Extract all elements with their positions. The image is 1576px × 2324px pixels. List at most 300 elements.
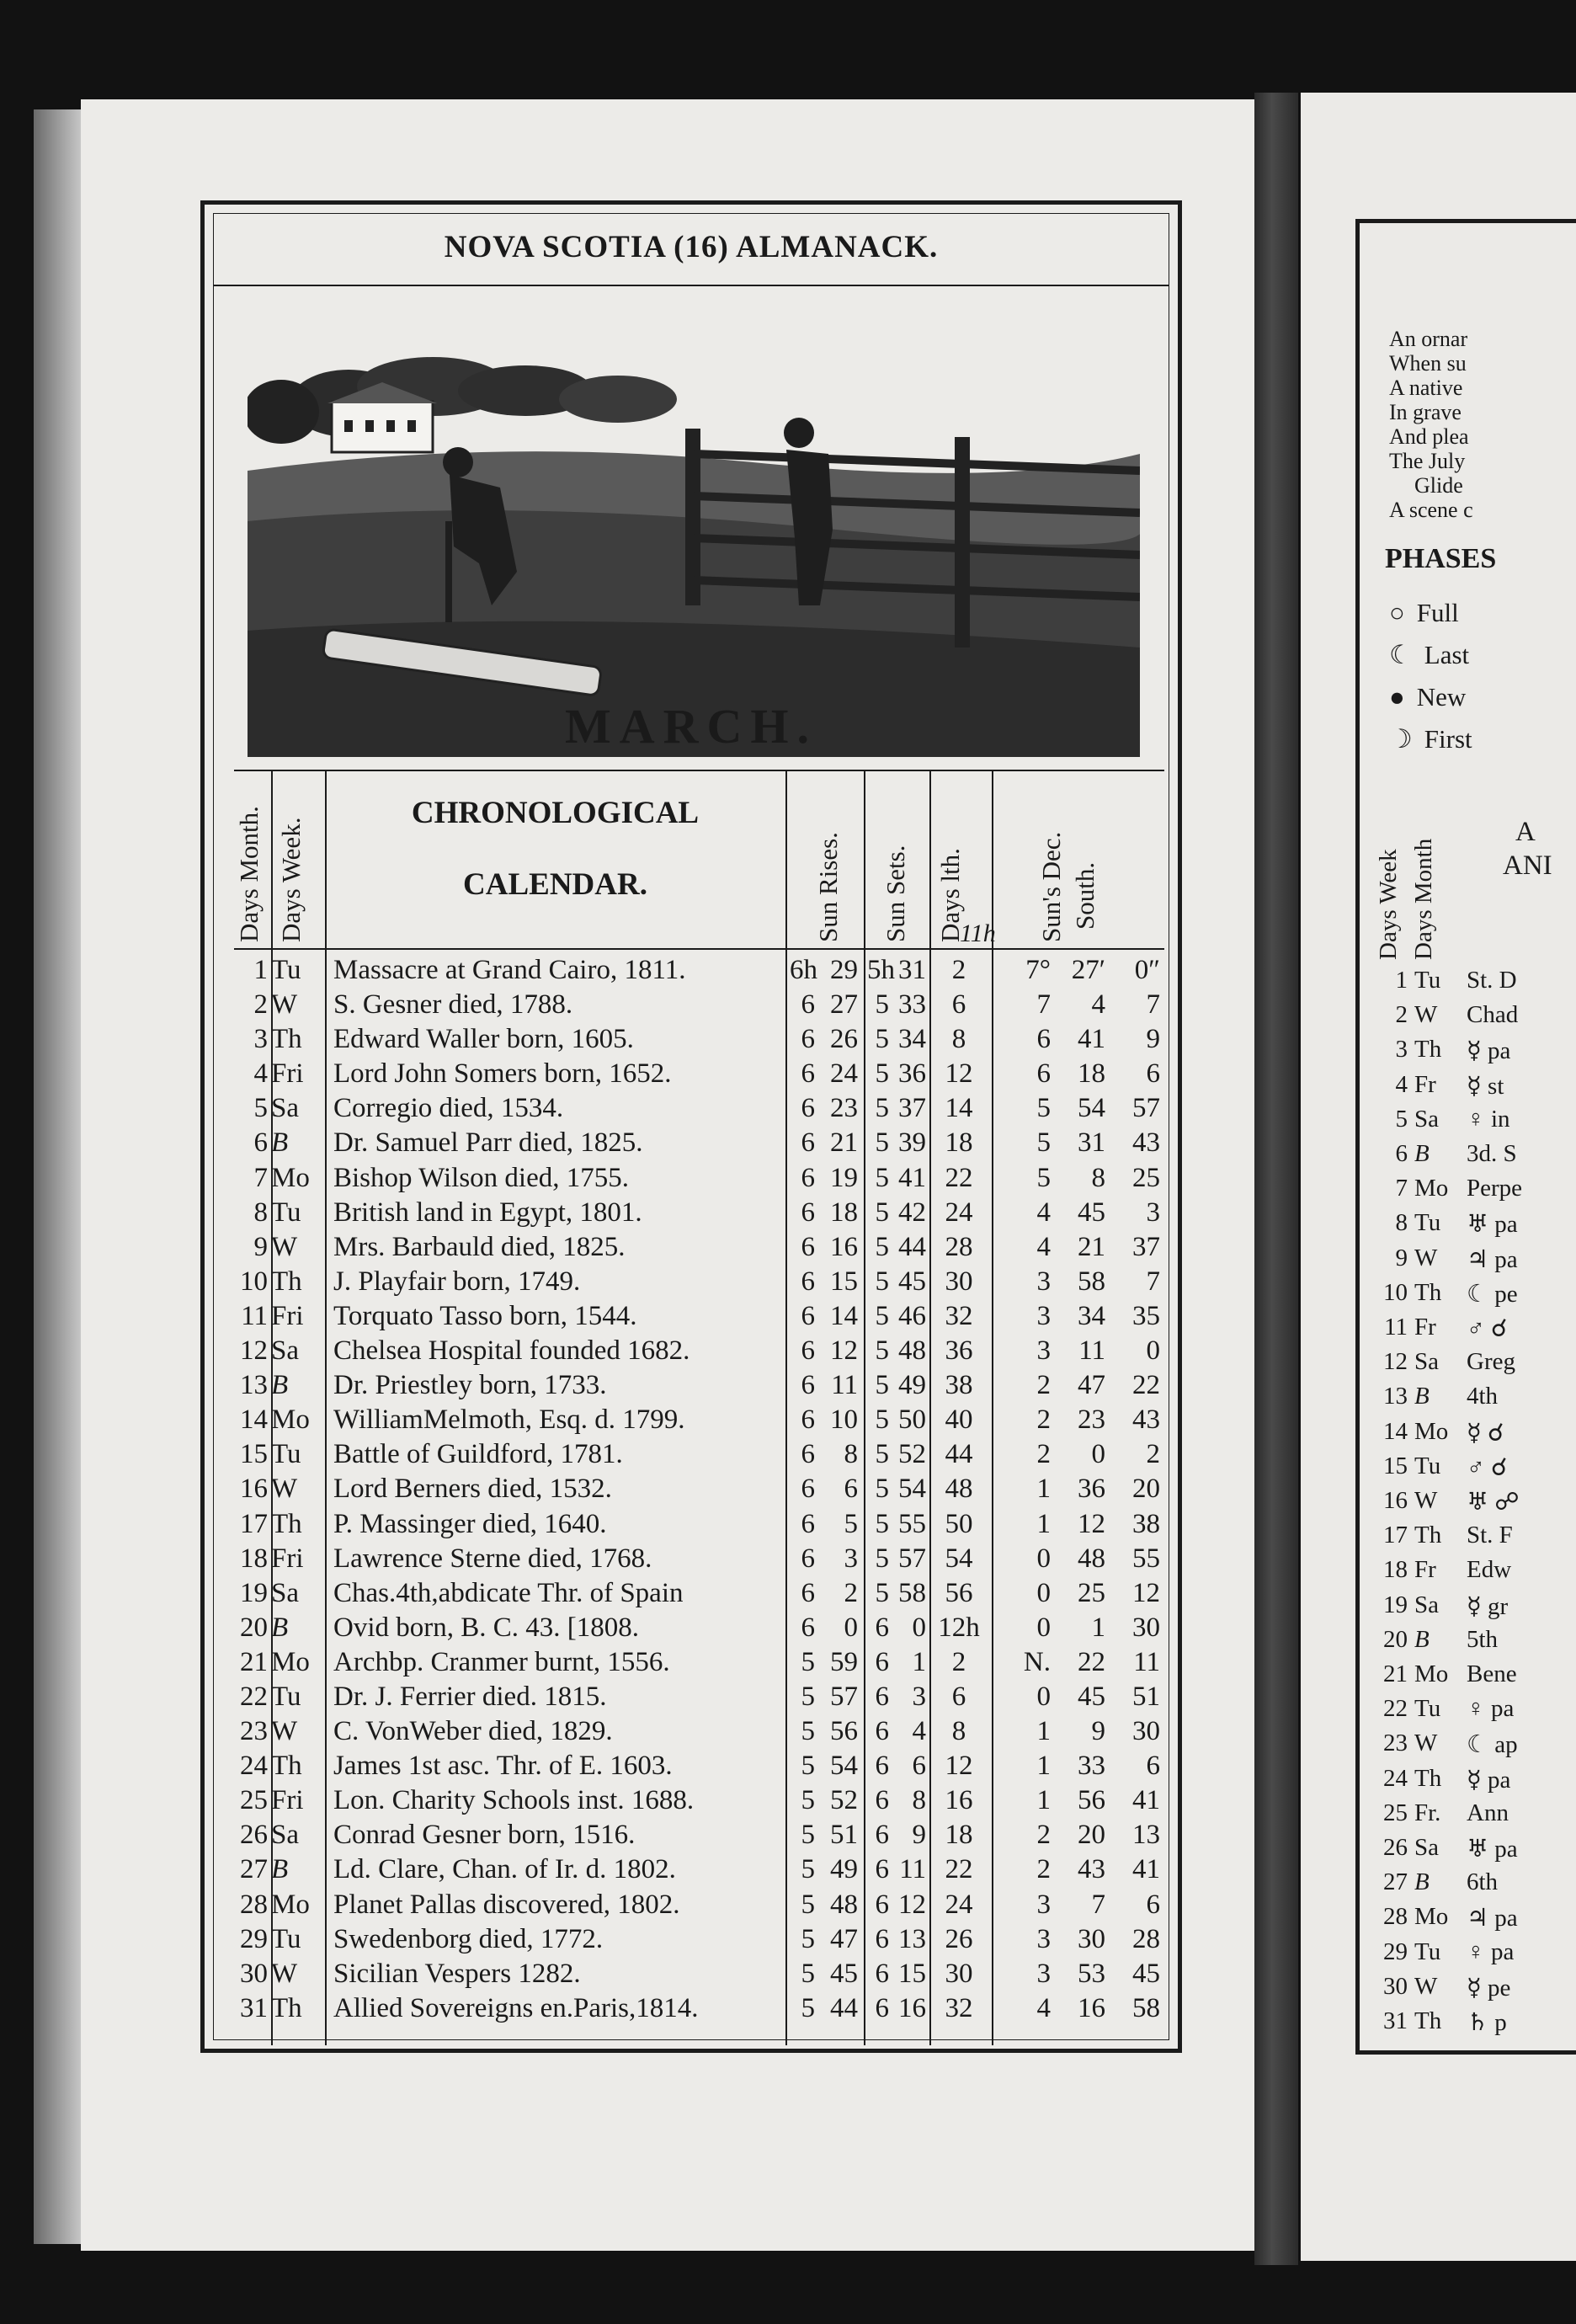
- right-col-head-b: ANI: [1503, 850, 1552, 881]
- day-of-week: Th: [1414, 1764, 1442, 1792]
- declination-seconds: 6: [1146, 1751, 1160, 1782]
- declination-degrees: 1: [1036, 1751, 1051, 1782]
- declination-degrees: 7: [1036, 989, 1051, 1021]
- sunrise-hour: 5: [801, 1889, 815, 1920]
- day-of-month: 22: [1383, 1695, 1408, 1723]
- day-length: 6: [951, 1681, 966, 1712]
- sunset-minute: 33: [898, 989, 926, 1021]
- event: Lon. Charity Schools inst. 1688.: [333, 1785, 695, 1816]
- event: ☿ st: [1467, 1072, 1504, 1100]
- table-row: [234, 1714, 1164, 1749]
- day-of-month: 30: [240, 1958, 268, 1989]
- event: Chelsea Hospital founded 1682.: [333, 1335, 690, 1367]
- day-length: 56: [945, 1577, 973, 1608]
- sunset-hour: 6: [875, 1716, 889, 1747]
- event: Bene: [1467, 1660, 1517, 1687]
- declination-minutes: 25: [1078, 1577, 1105, 1608]
- event: ♃ pa: [1467, 1245, 1518, 1273]
- sunset-minute: 12: [898, 1889, 926, 1920]
- header-rule: [214, 285, 1169, 286]
- table-top-rule: [234, 770, 1164, 771]
- day-of-month: 15: [1383, 1452, 1408, 1479]
- declination-minutes: 11: [1078, 1335, 1105, 1367]
- sunrise-minute: 21: [830, 1127, 858, 1159]
- day-length: 54: [945, 1543, 973, 1574]
- day-of-month: 23: [1383, 1730, 1408, 1757]
- sunset-minute: 15: [898, 1958, 926, 1989]
- moon-phase-icon: ○: [1389, 598, 1405, 627]
- day-of-week: Mo: [271, 1405, 310, 1436]
- sunrise-hour: 6: [801, 1231, 815, 1262]
- sunset-minute: 52: [898, 1439, 926, 1470]
- day-of-month: 11: [241, 1300, 268, 1331]
- day-of-month: 11: [1384, 1314, 1408, 1341]
- day-of-week: Mo: [1414, 1903, 1449, 1931]
- declination-seconds: 12: [1132, 1577, 1160, 1608]
- sunset-hour: 6: [875, 1646, 889, 1677]
- sunrise-minute: 16: [830, 1231, 858, 1262]
- day-of-month: 21: [1383, 1660, 1408, 1687]
- sunrise-hour: 5: [801, 1751, 815, 1782]
- verse-line: The July: [1389, 449, 1466, 473]
- event: ♅ pa: [1467, 1836, 1518, 1863]
- moon-phase-icon: ☽: [1389, 724, 1413, 754]
- sunrise-minute: 57: [830, 1681, 858, 1712]
- table-row: [234, 1265, 1164, 1299]
- sunrise-hour: 5: [801, 1992, 815, 2023]
- sunset-minute: 4: [912, 1716, 926, 1747]
- declination-degrees: 7°: [1025, 955, 1051, 985]
- declination-degrees: 3: [1036, 1266, 1051, 1297]
- moon-phase-icon: ☾: [1389, 640, 1413, 669]
- day-of-month: 16: [240, 1474, 268, 1505]
- sunrise-hour: 5: [801, 1958, 815, 1989]
- sunset-minute: 11: [899, 1854, 926, 1885]
- event: ♀ pa: [1467, 1938, 1515, 1965]
- book-gutter: [1254, 93, 1298, 2265]
- event: S. Gesner died, 1788.: [333, 989, 573, 1021]
- right-col-head-week: Days Week: [1375, 849, 1402, 960]
- sunset-minute: 31: [898, 955, 926, 985]
- sunset-hour: 5h: [867, 955, 895, 985]
- event: British land in Egypt, 1801.: [333, 1197, 642, 1228]
- sunset-minute: 6: [912, 1751, 926, 1782]
- day-of-month: 23: [240, 1716, 268, 1747]
- event: ♀ in: [1467, 1105, 1510, 1133]
- day-of-week: W: [1414, 1730, 1438, 1757]
- event: ♀ pa: [1467, 1695, 1515, 1723]
- moon-phase-icon: ●: [1389, 682, 1405, 712]
- day-of-month: 18: [1383, 1556, 1408, 1584]
- day-of-month: 5: [1395, 1105, 1408, 1133]
- sunset-hour: 6: [875, 1612, 889, 1643]
- table-row: [234, 1818, 1164, 1852]
- day-of-week: Sa: [271, 1093, 299, 1124]
- day-length: 14: [945, 1093, 973, 1124]
- table-row: [234, 953, 1164, 988]
- day-length: 30: [945, 1266, 973, 1297]
- day-of-week: Mo: [271, 1162, 310, 1193]
- sunrise-hour: 5: [801, 1923, 815, 1954]
- sunrise-minute: 59: [830, 1646, 858, 1677]
- sunset-hour: 5: [875, 1405, 889, 1436]
- declination-seconds: 41: [1132, 1785, 1160, 1816]
- event: ♅ pa: [1467, 1211, 1518, 1239]
- day-of-month: 3: [253, 1024, 268, 1055]
- sunrise-hour: 6: [801, 1508, 815, 1539]
- event: Chad: [1467, 1001, 1519, 1029]
- sunrise-hour: 5: [801, 1681, 815, 1712]
- sunrise-minute: 0: [844, 1612, 858, 1643]
- day-of-month: 31: [1383, 2007, 1408, 2034]
- sunset-minute: 50: [898, 1405, 926, 1436]
- day-of-month: 24: [1383, 1764, 1408, 1792]
- day-of-week: B: [271, 1612, 289, 1643]
- declination-degrees: 1: [1036, 1785, 1051, 1816]
- day-length: 48: [945, 1474, 973, 1505]
- day-of-week: Tu: [1414, 1695, 1441, 1723]
- table-row: [234, 1852, 1164, 1887]
- day-of-month: 26: [1383, 1834, 1408, 1861]
- day-of-week: B: [271, 1370, 289, 1401]
- day-of-week: Sa: [1414, 1105, 1439, 1133]
- event: ♃ pa: [1467, 1905, 1518, 1932]
- declination-minutes: 9: [1091, 1716, 1105, 1747]
- phase-label: New: [1416, 682, 1467, 712]
- verse-line: Glide: [1414, 473, 1463, 498]
- declination-degrees: 0: [1036, 1681, 1051, 1712]
- event: Dr. J. Ferrier died. 1815.: [333, 1681, 607, 1712]
- sunset-minute: 36: [898, 1058, 926, 1090]
- declination-degrees: 5: [1036, 1127, 1051, 1159]
- sunrise-minute: 8: [844, 1439, 858, 1470]
- day-of-month: 27: [240, 1854, 268, 1885]
- month-title: MARCH.: [564, 699, 817, 754]
- declination-minutes: 33: [1078, 1751, 1105, 1782]
- event: Dr. Priestley born, 1733.: [333, 1370, 607, 1401]
- day-of-month: 1: [1395, 967, 1408, 994]
- sunset-minute: 42: [898, 1197, 926, 1228]
- declination-degrees: 3: [1036, 1958, 1051, 1989]
- day-of-month: 24: [240, 1751, 268, 1782]
- sunset-hour: 6: [875, 1820, 889, 1851]
- sunrise-hour: 6: [801, 1543, 815, 1574]
- sunrise-minute: 14: [830, 1300, 858, 1331]
- sunset-hour: 5: [875, 1093, 889, 1124]
- declination-seconds: 35: [1132, 1300, 1160, 1331]
- day-of-month: 25: [1383, 1799, 1408, 1826]
- sunset-hour: 6: [875, 1958, 889, 1989]
- declination-degrees: 6: [1036, 1024, 1051, 1055]
- table-row: [234, 1126, 1164, 1160]
- day-of-month: 10: [1383, 1278, 1408, 1306]
- day-of-month: 7: [1395, 1175, 1408, 1202]
- day-of-week: Sa: [1414, 1348, 1439, 1376]
- declination-seconds: 25: [1132, 1162, 1160, 1193]
- declination-degrees: 5: [1036, 1162, 1051, 1193]
- day-length: 6: [951, 989, 966, 1021]
- sunrise-hour: 6: [801, 1335, 815, 1367]
- event: Conrad Gesner born, 1516.: [333, 1820, 636, 1851]
- day-of-month: 31: [240, 1992, 268, 2023]
- sunset-minute: 46: [898, 1300, 926, 1331]
- declination-minutes: 18: [1078, 1058, 1105, 1090]
- declination-degrees: 4: [1036, 1197, 1051, 1228]
- sunrise-minute: 26: [830, 1024, 858, 1055]
- day-of-month: 1: [253, 955, 268, 985]
- event: Dr. Samuel Parr died, 1825.: [333, 1127, 643, 1159]
- day-length: 22: [945, 1854, 973, 1885]
- table-row: [234, 1507, 1164, 1542]
- day-of-month: 19: [240, 1577, 268, 1608]
- day-of-week: Sa: [271, 1335, 299, 1367]
- declination-minutes: 36: [1078, 1474, 1105, 1505]
- phase-item: [1389, 724, 1472, 754]
- col-head-calendar-1: CHRONOLOGICAL: [411, 796, 700, 830]
- day-of-week: Fri: [271, 1785, 304, 1816]
- day-of-week: Sa: [1414, 1834, 1439, 1861]
- day-length: 26: [945, 1923, 973, 1954]
- declination-seconds: 11: [1133, 1646, 1160, 1677]
- sunset-hour: 5: [875, 1335, 889, 1367]
- day-of-week: Sa: [271, 1820, 299, 1851]
- day-of-week: Fri: [271, 1058, 304, 1090]
- sunrise-hour: 6: [801, 1093, 815, 1124]
- day-of-week: B: [1414, 1140, 1430, 1167]
- declination-seconds: 43: [1132, 1127, 1160, 1159]
- sunrise-hour: 6: [801, 1024, 815, 1055]
- day-of-month: 28: [1383, 1903, 1408, 1931]
- sunrise-minute: 15: [830, 1266, 858, 1297]
- declination-minutes: 21: [1078, 1231, 1105, 1262]
- day-of-week: Tu: [1414, 967, 1441, 994]
- declination-minutes: 8: [1091, 1162, 1105, 1193]
- declination-minutes: 30: [1078, 1923, 1105, 1954]
- day-of-month: 12: [1383, 1348, 1408, 1376]
- table-row: [234, 1230, 1164, 1265]
- verse-line: And plea: [1389, 424, 1469, 449]
- day-length: 50: [945, 1508, 973, 1539]
- col-head-days-lth: Days lth.: [935, 848, 965, 942]
- day-of-month: 8: [253, 1197, 268, 1228]
- day-of-week: Mo: [1414, 1175, 1449, 1202]
- declination-seconds: 30: [1132, 1612, 1160, 1643]
- sunset-hour: 5: [875, 1543, 889, 1574]
- declination-seconds: 2: [1146, 1439, 1160, 1470]
- declination-minutes: 45: [1078, 1197, 1105, 1228]
- sunrise-minute: 24: [830, 1058, 858, 1090]
- sunrise-hour: 6: [801, 1197, 815, 1228]
- sunrise-minute: 19: [830, 1162, 858, 1193]
- sunset-hour: 5: [875, 1474, 889, 1505]
- day-length: 18: [945, 1127, 973, 1159]
- table-row: [234, 1991, 1164, 2026]
- day-of-month: 18: [240, 1543, 268, 1574]
- declination-degrees: 3: [1036, 1300, 1051, 1331]
- sunrise-minute: 44: [830, 1992, 858, 2023]
- verse-line: A native: [1389, 376, 1463, 400]
- table-row: [234, 1437, 1164, 1472]
- day-length: 22: [945, 1162, 973, 1193]
- sunrise-hour: 6: [801, 1162, 815, 1193]
- phase-item: [1389, 598, 1459, 628]
- table-row: [234, 1091, 1164, 1126]
- calendar-table: [234, 770, 1164, 2045]
- day-of-week: Tu: [1414, 1452, 1441, 1479]
- calendar-rows: [234, 953, 1164, 2026]
- declination-seconds: 9: [1146, 1024, 1160, 1055]
- event: Perpe: [1467, 1175, 1523, 1202]
- phase-label: Full: [1416, 598, 1459, 627]
- sunset-minute: 37: [898, 1093, 926, 1124]
- event: P. Massinger died, 1640.: [333, 1508, 607, 1539]
- event: Greg: [1467, 1348, 1515, 1376]
- day-length: 36: [945, 1335, 973, 1367]
- day-length: 28: [945, 1231, 973, 1262]
- event: Allied Sovereigns en.Paris,1814.: [333, 1992, 699, 2023]
- event: St. D: [1467, 967, 1517, 994]
- declination-minutes: 48: [1078, 1543, 1105, 1574]
- declination-seconds: 6: [1146, 1889, 1160, 1920]
- declination-minutes: 4: [1091, 989, 1105, 1021]
- event: Ld. Clare, Chan. of Ir. d. 1802.: [333, 1854, 676, 1885]
- declination-degrees: 2: [1036, 1405, 1051, 1436]
- phase-item: [1389, 640, 1469, 670]
- sunrise-minute: 27: [830, 989, 858, 1021]
- table-row: [234, 1749, 1164, 1783]
- day-of-month: 20: [240, 1612, 268, 1643]
- day-of-week: Th: [271, 1751, 302, 1782]
- sunrise-hour: 6: [801, 1405, 815, 1436]
- declination-degrees: 2: [1036, 1820, 1051, 1851]
- day-of-week: Fr: [1414, 1314, 1436, 1341]
- declination-seconds: 41: [1132, 1854, 1160, 1885]
- sunset-minute: 0: [912, 1612, 926, 1643]
- declination-seconds: 28: [1132, 1923, 1160, 1954]
- sunset-hour: 5: [875, 989, 889, 1021]
- event: Ovid born, B. C. 43. [1808.: [333, 1612, 639, 1643]
- table-row: [234, 1888, 1164, 1922]
- day-of-month: 22: [240, 1681, 268, 1712]
- col-head-south: South.: [1070, 861, 1099, 930]
- sunrise-minute: 45: [830, 1958, 858, 1989]
- day-of-month: 10: [240, 1266, 268, 1297]
- sunset-hour: 5: [875, 1024, 889, 1055]
- sunset-hour: 6: [875, 1854, 889, 1885]
- declination-degrees: N.: [1023, 1646, 1051, 1677]
- sunset-minute: 55: [898, 1508, 926, 1539]
- day-of-month: 14: [240, 1405, 268, 1436]
- verse-line: A scene c: [1389, 498, 1473, 522]
- day-of-week: Th: [271, 1508, 302, 1539]
- day-of-week: Th: [271, 1024, 302, 1055]
- declination-minutes: 31: [1078, 1127, 1105, 1159]
- sunrise-hour: 6: [801, 1474, 815, 1505]
- day-of-month: 27: [1383, 1868, 1408, 1896]
- col-head-sun-rises: Sun Rises.: [813, 832, 843, 942]
- sunrise-hour: 5: [801, 1785, 815, 1816]
- day-length: 2: [951, 1646, 966, 1677]
- day-of-week: W: [1414, 1487, 1438, 1514]
- sunrise-hour: 6: [801, 1058, 815, 1090]
- event: Battle of Guildford, 1781.: [333, 1439, 623, 1470]
- declination-degrees: 4: [1036, 1231, 1051, 1262]
- declination-seconds: 20: [1132, 1474, 1160, 1505]
- declination-seconds: 7: [1146, 989, 1160, 1021]
- day-of-month: 2: [1395, 1001, 1408, 1029]
- day-of-month: 14: [1383, 1417, 1408, 1445]
- frame-inner-border: [213, 213, 1169, 2040]
- sunrise-hour: 6: [801, 1612, 815, 1643]
- sunset-hour: 6: [875, 1751, 889, 1782]
- day-of-week: W: [1414, 1244, 1438, 1271]
- day-of-week: Th: [271, 1266, 302, 1297]
- day-length: 38: [945, 1370, 973, 1401]
- sunset-minute: 41: [898, 1162, 926, 1193]
- day-length: 8: [951, 1716, 966, 1747]
- event: Sicilian Vespers 1282.: [333, 1958, 581, 1989]
- sunset-hour: 6: [875, 1992, 889, 2023]
- declination-seconds: 7: [1146, 1266, 1160, 1297]
- declination-seconds: 58: [1132, 1992, 1160, 2023]
- day-length: 18: [945, 1820, 973, 1851]
- day-of-week: W: [1414, 1972, 1438, 2000]
- sunset-hour: 6: [875, 1681, 889, 1712]
- sunset-minute: 1: [912, 1646, 926, 1677]
- verse-line: When su: [1389, 351, 1467, 376]
- sunrise-minute: 48: [830, 1889, 858, 1920]
- verse-line: In grave: [1389, 400, 1462, 424]
- declination-seconds: 38: [1132, 1508, 1160, 1539]
- sunrise-minute: 5: [844, 1508, 858, 1539]
- table-row: [234, 1022, 1164, 1057]
- sunrise-minute: 49: [830, 1854, 858, 1885]
- table-row: [234, 1957, 1164, 1991]
- day-length: 8: [951, 1024, 966, 1055]
- declination-minutes: 34: [1078, 1300, 1105, 1331]
- event: WilliamMelmoth, Esq. d. 1799.: [333, 1405, 685, 1436]
- sunset-hour: 5: [875, 1127, 889, 1159]
- sunset-hour: 5: [875, 1231, 889, 1262]
- day-length: 40: [945, 1405, 973, 1436]
- right-col-head-a: A: [1515, 817, 1536, 847]
- event: Lord John Somers born, 1652.: [333, 1058, 672, 1090]
- event: Bishop Wilson died, 1755.: [333, 1162, 629, 1193]
- declination-seconds: 43: [1132, 1405, 1160, 1436]
- declination-degrees: 6: [1036, 1058, 1051, 1090]
- sunset-minute: 48: [898, 1335, 926, 1367]
- table-row: [234, 1161, 1164, 1196]
- declination-degrees: 5: [1036, 1093, 1051, 1124]
- declination-minutes: 16: [1078, 1992, 1105, 2023]
- day-of-week: Th: [1414, 1278, 1442, 1306]
- declination-degrees: 0: [1036, 1577, 1051, 1608]
- declination-minutes: 47: [1078, 1370, 1105, 1401]
- event: 6th: [1467, 1868, 1499, 1896]
- declination-minutes: 23: [1078, 1405, 1105, 1436]
- day-of-month: 19: [1383, 1591, 1408, 1618]
- day-of-week: Sa: [1414, 1591, 1439, 1618]
- day-of-week: W: [271, 1474, 298, 1505]
- sunset-hour: 6: [875, 1785, 889, 1816]
- sunset-minute: 9: [912, 1820, 926, 1851]
- sunset-minute: 13: [898, 1923, 926, 1954]
- day-of-month: 6: [253, 1127, 268, 1159]
- sunset-hour: 5: [875, 1197, 889, 1228]
- day-of-week: Tu: [271, 1439, 301, 1470]
- day-of-month: 9: [253, 1231, 268, 1262]
- event: Mrs. Barbauld died, 1825.: [333, 1231, 626, 1262]
